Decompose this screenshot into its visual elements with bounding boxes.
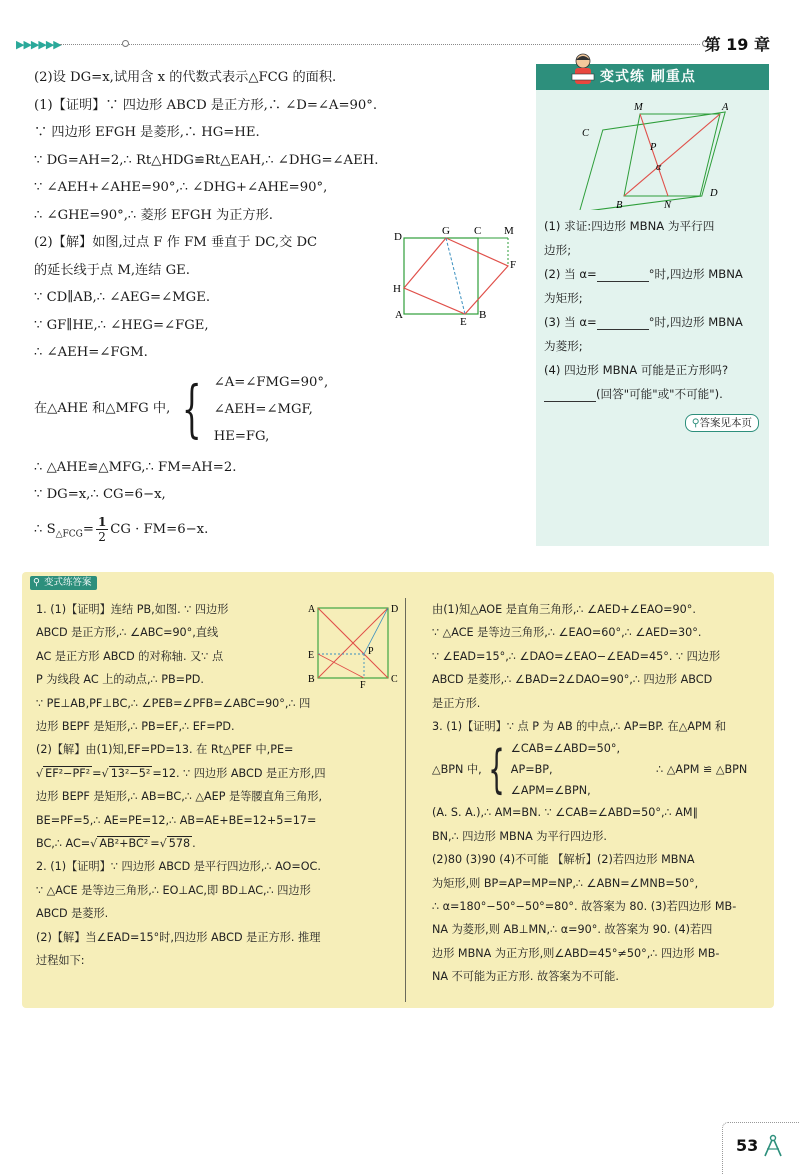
system-conclusion: ∴ △APM ≌ △BPN: [656, 763, 748, 777]
fraction: [96, 515, 108, 544]
column-divider: [405, 598, 406, 1002]
answer-line: 1. (1)【证明】连结 PB,如图. ∵ 四边形: [36, 603, 229, 616]
answer-reference-tag: [685, 414, 759, 432]
variant-title: 变式练 刷重点: [536, 64, 769, 90]
fig-label: M: [634, 102, 643, 113]
question-text: °时,四边形 MBNA: [648, 315, 743, 329]
page-number: 53: [736, 1136, 759, 1155]
question-line: [544, 262, 766, 286]
parallelogram-figure: [578, 100, 728, 210]
question-text: (回答"可能"或"不可能").: [596, 387, 723, 401]
text-line: ∴ △AHE≌△MFG,∴ FM=AH=2.: [34, 459, 237, 475]
text-line: 的延长线于点 M,连结 GE.: [34, 262, 190, 278]
answer-blank[interactable]: [597, 316, 649, 330]
answer-line: BE=PF=5,∴ AE=PE=12,∴ AB=AE+BE=12+5=17=: [36, 813, 317, 827]
answer-line: (2)80 (3)90 (4)不可能 【解析】(2)若四边形 MBNA: [432, 853, 695, 867]
header-rule: [60, 44, 700, 45]
fig-label: F: [360, 680, 366, 688]
area-symbol: ∴ S: [34, 521, 56, 537]
fig-label: C: [391, 674, 398, 685]
answer-column-right: [432, 598, 768, 989]
text-line: (1)【证明】∵ 四边形 ABCD 是正方形,∴ ∠D=∠A=90°.: [34, 97, 378, 113]
question-line: (1) 求证:四边形 MBNA 为平行四: [544, 219, 715, 233]
answer-line: 过程如下:: [36, 954, 85, 968]
fig-label: B: [308, 674, 315, 685]
equation-system: [432, 738, 768, 801]
page-frame: [722, 1122, 800, 1174]
system-line: HE=FG,: [213, 428, 270, 444]
fig-label: P: [368, 646, 374, 657]
sqrt-expression: EF²−PF²: [45, 766, 91, 780]
answer-reference-label: 答案见本页: [699, 417, 752, 429]
answer-line: ABCD 是菱形.: [36, 907, 109, 921]
system-line: ∠CAB=∠ABD=50°,: [510, 742, 621, 756]
answer-line: ∵ △ACE 是等边三角形,∴ EO⊥AC,即 BD⊥AC,∴ 四边形: [36, 883, 311, 897]
answer-line: 是正方形.: [432, 696, 481, 710]
area-formula: [34, 515, 504, 549]
system-line: ∠AEH=∠MGF,: [213, 401, 313, 417]
text-line: (2)【解】如图,过点 F 作 FM 垂直于 DC,交 DC: [34, 235, 318, 250]
student-icon: [570, 52, 596, 88]
compass-icon: [762, 1134, 784, 1158]
question-line: 边形;: [544, 243, 572, 257]
question-line: 为矩形;: [544, 291, 583, 305]
answer-line: BC,∴ AC=√ AB²+BC² =√ 578 .: [36, 837, 196, 851]
fig-label: D: [710, 188, 718, 199]
answer-line: 由(1)知△AOE 是直角三角形,∴ ∠AED+∠EAO=90°.: [432, 603, 696, 616]
fig-label: C: [582, 128, 590, 139]
text-line: ∴ ∠AEH=∠FGM.: [34, 345, 148, 360]
fig-label: M: [504, 225, 514, 237]
answer-line: NA 为菱形,则 AB⊥MN,∴ α=90°. 故答案为 90. (4)若四: [432, 923, 713, 937]
answer-tag: [30, 576, 97, 590]
variant-practice-box: [536, 64, 769, 546]
question-line: [544, 382, 766, 406]
pin-icon: ⚲: [691, 417, 700, 429]
answer-line: 为矩形,则 BP=AP=MP=NP,∴ ∠ABN=∠MNB=50°,: [432, 876, 699, 890]
system-prefix: 在△AHE 和△MFG 中,: [34, 401, 171, 417]
system-line: ∠A=∠FMG=90°,: [213, 374, 329, 390]
pin-icon: ⚲: [33, 577, 40, 588]
fig-label: D: [394, 231, 402, 243]
question-text: (2) 当 α=: [544, 267, 597, 281]
fig-label: N: [664, 200, 672, 210]
text-line: ∵ DG=x,∴ CG=6−x,: [34, 487, 166, 502]
fig-label: B: [479, 309, 487, 321]
question-line: [544, 310, 766, 334]
text-line: (2)设 DG=x,试用含 x 的代数式表示△FCG 的面积.: [34, 70, 337, 85]
variant-questions: [544, 214, 766, 406]
system-prefix: △BPN 中,: [432, 763, 482, 777]
equals: =: [92, 766, 102, 780]
text-line: ∵ CD∥AB,∴ ∠AEG=∠MGE.: [34, 290, 211, 305]
answer-line: (2)【解】当∠EAD=15°时,四边形 ABCD 是正方形. 推理: [36, 930, 321, 944]
answer-blank[interactable]: [544, 388, 596, 402]
sqrt-expression: AB²+BC²: [99, 837, 149, 851]
sqrt-expression: 13²−5²: [110, 766, 151, 780]
answer-line: 边形 MBNA 为正方形,则∠ABD=45°≠50°,∴ 四边形 MB-: [432, 946, 720, 960]
fig-label: E: [460, 316, 467, 327]
answer-line: 边形 BEPF 是矩形,∴ AB=BC,∴ △AEP 是等腰直角三角形,: [36, 790, 323, 804]
answer-line: √ EF²−PF² =√ 13²−5² =12. ∵ 四边形 ABCD 是正方形,四: [36, 766, 326, 780]
answer-column-left: [36, 598, 400, 973]
text-line: ∵ ∠AEH+∠AHE=90°,∴ ∠DHG+∠AHE=90°,: [34, 180, 328, 195]
area-subscript: △FCG: [55, 529, 83, 540]
page-number-box: [712, 1116, 800, 1174]
system-line: ∠APM=∠BPN,: [510, 784, 591, 798]
answer-line: ∵ ∠EAD=15°,∴ ∠DAO=∠EAO−∠EAD=45°. ∵ 四边形: [432, 649, 721, 663]
fig-label: A: [308, 604, 316, 615]
question-text: °时,四边形 MBNA: [648, 267, 743, 281]
answer-text: .: [192, 837, 196, 851]
answer-line: ABCD 是正方形,∴ ∠ABC=90°,直线: [36, 626, 219, 640]
answer-line: AC 是正方形 ABCD 的对称轴. 又∵ 点: [36, 649, 224, 663]
chapter-label: 第 19 章: [704, 35, 770, 54]
answer-line: P 为线段 AC 上的动点,∴ PB=PD.: [36, 673, 204, 687]
brace-icon: {: [182, 372, 202, 445]
answer-line: (2)【解】由(1)知,EF=PD=13. 在 Rt△PEF 中,PE=: [36, 743, 294, 757]
fig-label: F: [510, 259, 517, 271]
fig-label: A: [722, 102, 728, 113]
answer-line: BN,∴ 四边形 MBNA 为平行四边形.: [432, 829, 607, 843]
equals: =: [150, 837, 160, 851]
answer-line: ∴ α=180°−50°−50°=80°. 故答案为 80. (3)若四边形 MB-: [432, 900, 737, 914]
header-dot: [122, 40, 129, 47]
equals: =: [82, 521, 94, 537]
answer-line: 2. (1)【证明】∵ 四边形 ABCD 是平行四边形,∴ AO=OC.: [36, 860, 321, 874]
answer-panel: [22, 572, 774, 1008]
answer-tag-label: 变式练答案: [44, 577, 92, 588]
square-rhombus-figure: [390, 222, 530, 327]
answer-line: NA 不可能为正方形. 故答案为不可能.: [432, 970, 619, 984]
fig-label: A: [395, 309, 403, 321]
sqrt-expression: 578: [168, 837, 191, 851]
fig-label: α: [656, 162, 662, 173]
answer-line: (A. S. A.),∴ AM=BN. ∵ ∠CAB=∠ABD=50°,∴ AM∥: [432, 806, 699, 820]
answer-line: ABCD 是菱形,∴ ∠BAD=2∠DAO=90°,∴ 四边形 ABCD: [432, 673, 713, 687]
question-line: 为菱形;: [544, 339, 583, 353]
answer-blank[interactable]: [597, 268, 649, 282]
answer-line: 边形 BEPF 是矩形,∴ PB=EF,∴ EF=PD.: [36, 720, 235, 734]
answer-line: ∵ △ACE 是等边三角形,∴ ∠EAO=60°,∴ ∠AED=30°.: [432, 626, 702, 640]
answer-text: =12. ∵ 四边形 ABCD 是正方形,四: [152, 766, 326, 780]
question-text: (3) 当 α=: [544, 315, 597, 329]
brace-icon: {: [487, 739, 505, 800]
fig-label: G: [442, 225, 450, 237]
fig-label: E: [308, 650, 315, 661]
answer-line: 3. (1)【证明】∵ 点 P 为 AB 的中点,∴ AP=BP. 在△APM 和: [432, 720, 727, 734]
fraction-denominator: 2: [98, 529, 106, 544]
answer-text: BC,∴ AC=: [36, 837, 91, 851]
header-arrows: ▶▶▶▶▶▶: [16, 38, 61, 51]
text-line: ∵ DG=AH=2,∴ Rt△HDG≌Rt△EAH,∴ ∠DHG=∠AEH.: [34, 152, 379, 168]
answer-line: ∵ PE⊥AB,PF⊥BC,∴ ∠PEB=∠PFB=∠ABC=90°,∴ 四: [36, 696, 311, 710]
text-line: ∵ GF∥HE,∴ ∠HEG=∠FGE,: [34, 317, 209, 333]
text-line: ∵ 四边形 EFGH 是菱形,∴ HG=HE.: [34, 125, 260, 140]
text-line: ∴ ∠GHE=90°,∴ 菱形 EFGH 为正方形.: [34, 207, 274, 223]
fig-label: C: [474, 225, 482, 237]
equation-system: [34, 369, 504, 450]
fig-label: P: [650, 142, 657, 153]
question-line: (4) 四边形 MBNA 可能是正方形吗?: [544, 363, 729, 377]
system-line: AP=BP,: [510, 763, 553, 777]
fig-label: D: [391, 604, 399, 615]
area-tail: CG · FM=6−x.: [110, 521, 209, 537]
fig-label: H: [393, 283, 401, 295]
fraction-numerator: 1: [97, 514, 107, 529]
fig-label: B: [616, 200, 623, 210]
